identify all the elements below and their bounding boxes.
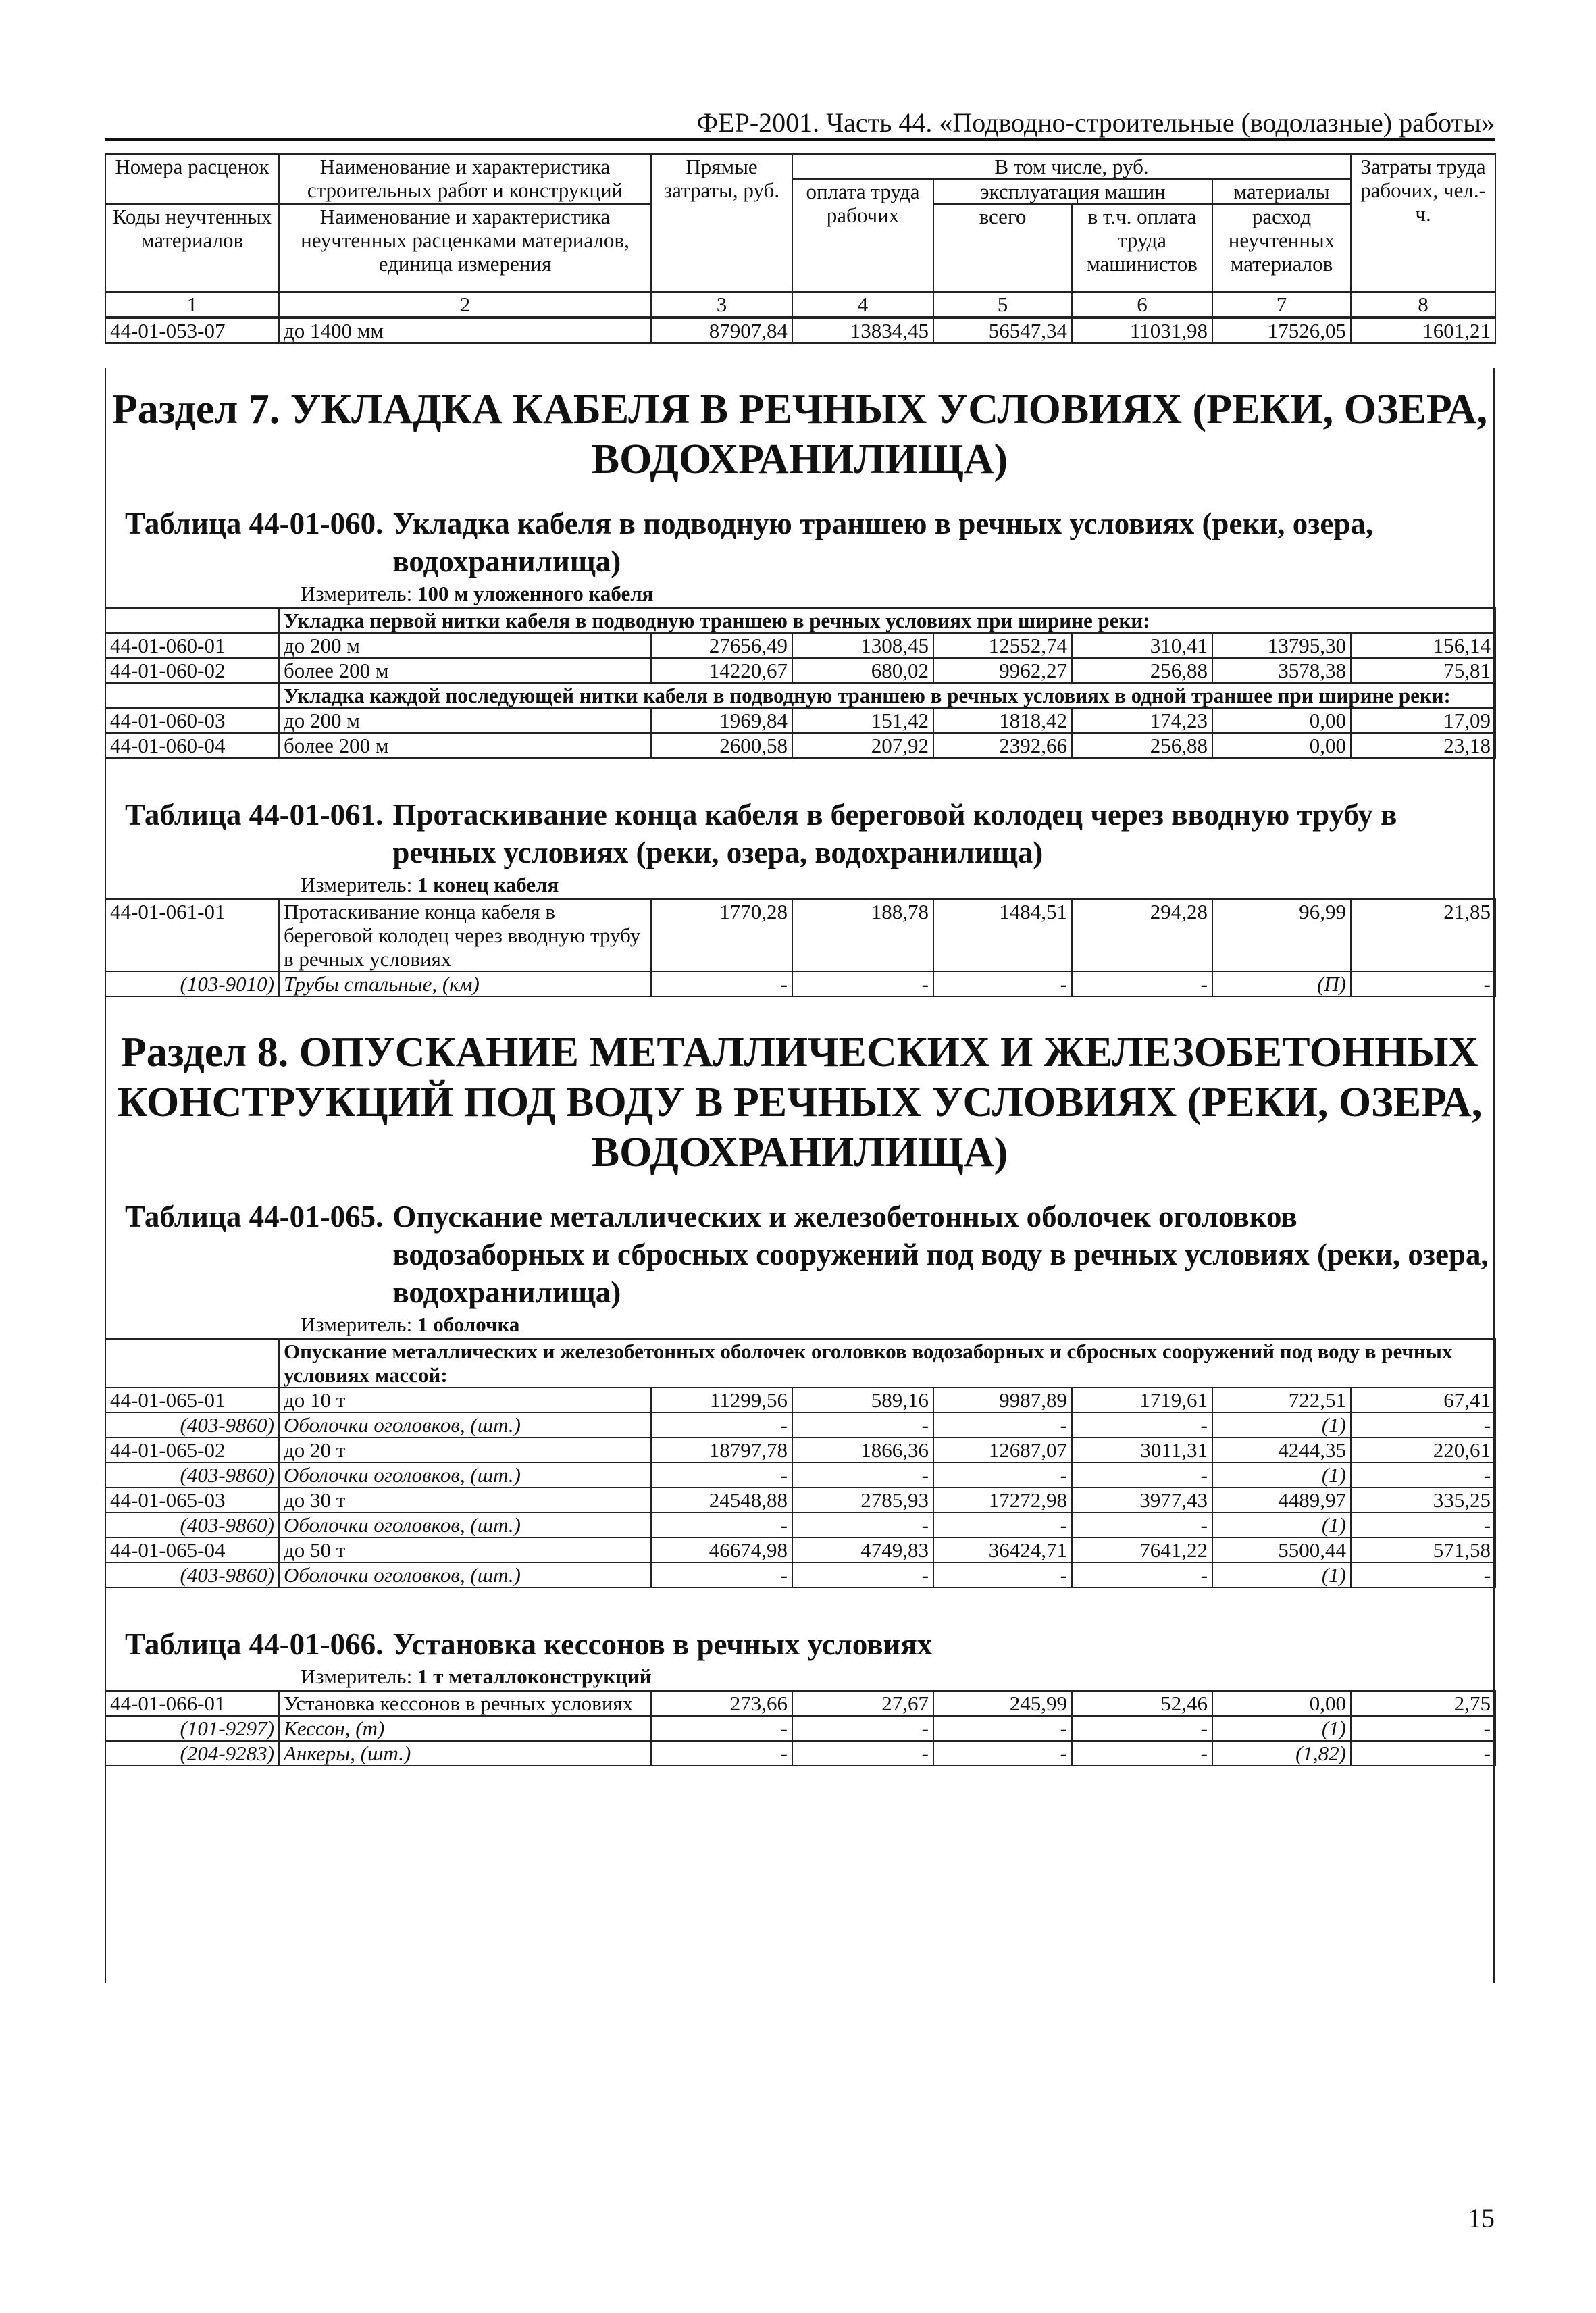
table-row: 44-01-060-04 более 200 м 2600,58 207,92 2392,66 256,88 0,00 23,18	[105, 733, 1495, 758]
table-066	[105, 1690, 1496, 1766]
material-row: (101-9297) Кессон, (т) - - - - (1) -	[105, 1716, 1495, 1741]
col-number: 7	[1212, 292, 1351, 317]
group-row: Укладка первой нитки кабеля в подводную траншею в речных условиях при ширине реки:	[105, 608, 1495, 633]
col-number: 4	[792, 292, 933, 317]
table-061	[105, 898, 1496, 997]
col-header-name: Наименование и характеристика строительных работ и конструкций	[279, 154, 651, 204]
table-060-title: Таблица 44-01-060. Укладка кабеля в подводную траншею в речных условиях (реки, озера, водохранилища)	[125, 507, 1374, 578]
table-065-title: Таблица 44-01-065. Опускание металлических и железобетонных оболочек оголовков водозаборных и сбросных сооружений под воду в речных условиях (реки, озера, водохранилища)	[125, 1200, 1489, 1309]
col-header-material-names: Наименование и характеристика неучтенных расценками материалов, единица измерения	[279, 204, 651, 292]
material-row: (403-9860) Оболочки оголовков, (шт.) - - - - (1) -	[105, 1513, 1495, 1537]
col-header-including: В том числе, руб.	[792, 154, 1351, 179]
col-number: 1	[105, 292, 279, 317]
section-8-title: Раздел 8. ОПУСКАНИЕ МЕТАЛЛИЧЕСКИХ И ЖЕЛЕЗОБЕТОННЫХ КОНСТРУКЦИЙ ПОД ВОДУ В РЕЧНЫХ УСЛОВИЯХ (РЕКИ, ОЗЕРА, ВОДОХРАНИЛИЩА)	[117, 1030, 1483, 1175]
continued-table	[105, 317, 1496, 344]
table-row: 44-01-065-02 до 20 т 18797,78 1866,36 12687,07 3011,31 4244,35 220,61	[105, 1438, 1495, 1463]
material-row: (403-9860) Оболочки оголовков, (шт.) - - - - (1) -	[105, 1463, 1495, 1488]
col-header-materials: материалы	[1212, 179, 1351, 204]
page-header: ФЕР-2001. Часть 44. «Подводно-строительные (водолазные) работы»	[696, 107, 1495, 138]
group-row: Укладка каждой последующей нитки кабеля в подводную траншею в речных условиях в одной траншее при ширине реки:	[105, 683, 1495, 708]
document-body	[105, 153, 1495, 1766]
table-060-meter: Измеритель: 100 м уложенного кабеля	[301, 582, 654, 605]
col-header-machines: эксплуатация машин	[933, 179, 1212, 204]
header-rule	[105, 138, 1495, 141]
col-number: 6	[1072, 292, 1212, 317]
table-row: 44-01-060-03 до 200 м 1969,84 151,42 1818,42 174,23 0,00 17,09	[105, 708, 1495, 733]
col-header-machines-total: всего	[933, 204, 1072, 292]
col-number: 3	[651, 292, 792, 317]
section-7-title: Раздел 7. УКЛАДКА КАБЕЛЯ В РЕЧНЫХ УСЛОВИЯХ (РЕКИ, ОЗЕРА, ВОДОХРАНИЛИЩА)	[111, 386, 1488, 482]
col-number: 2	[279, 292, 651, 317]
col-number: 5	[933, 292, 1072, 317]
col-header-labor-hours: Затраты труда рабочих, чел.-ч.	[1351, 154, 1495, 292]
table-row: 44-01-060-02 более 200 м 14220,67 680,02 9962,27 256,88 3578,38 75,81	[105, 658, 1495, 683]
material-row: (403-9860) Оболочки оголовков, (шт.) - - - - (1) -	[105, 1562, 1495, 1587]
header-table	[105, 153, 1496, 317]
material-row: (204-9283) Анкеры, (шт.) - - - - (1,82) -	[105, 1741, 1495, 1766]
table-row: 44-01-053-07 до 1400 мм 87907,84 13834,45 56547,34 11031,98 17526,05 1601,21	[105, 318, 1495, 343]
table-066-title: Таблица 44-01-066. Установка кессонов в речных условиях	[125, 1627, 933, 1661]
table-065-meter: Измеритель: 1 оболочка	[301, 1313, 520, 1336]
table-row: 44-01-061-01 Протаскивание конца кабеля в береговой колодец через вводную трубу в речных условиях 1770,28 188,78 1484,51 294,28 96,99 21,85	[105, 899, 1495, 971]
table-row: 44-01-065-01 до 10 т 11299,56 589,16 9987,89 1719,61 722,51 67,41	[105, 1388, 1495, 1413]
table-066-meter: Измеритель: 1 т металлоконструкций	[301, 1664, 652, 1688]
group-row: Опускание металлических и железобетонных оболочек оголовков водозаборных и сбросных сооружений под воду в речных условиях массой:	[105, 1339, 1495, 1388]
material-row: (403-9860) Оболочки оголовков, (шт.) - - - - (1) -	[105, 1413, 1495, 1438]
table-row: 44-01-065-03 до 30 т 24548,88 2785,93 17272,98 3977,43 4489,97 335,25	[105, 1488, 1495, 1513]
table-065	[105, 1338, 1496, 1588]
material-row: (103-9010) Трубы стальные, (км) - - - - (П) -	[105, 971, 1495, 996]
table-row: 44-01-060-01 до 200 м 27656,49 1308,45 12552,74 310,41 13795,30 156,14	[105, 633, 1495, 658]
col-header-codes: Номера расценок	[105, 154, 279, 204]
table-060	[105, 607, 1496, 759]
col-header-worker-pay: оплата труда рабочих	[792, 179, 933, 292]
col-header-machinist-pay: в т.ч. оплата труда машинистов	[1072, 204, 1212, 292]
table-061-meter: Измеритель: 1 конец кабеля	[301, 873, 559, 896]
col-number: 8	[1351, 292, 1495, 317]
table-row: 44-01-065-04 до 50 т 46674,98 4749,83 36424,71 7641,22 5500,44 571,58	[105, 1537, 1495, 1562]
col-header-material-codes: Коды неучтенных материалов	[105, 204, 279, 292]
col-header-unaccounted-materials: расход неучтенных материалов	[1212, 204, 1351, 292]
col-header-direct-costs: Прямые затраты, руб.	[651, 154, 792, 292]
table-061-title: Таблица 44-01-061. Протаскивание конца кабеля в береговой колодец через вводную трубу в речных условиях (реки, озера, водохранилища)	[125, 798, 1397, 869]
page-number: 15	[1468, 2203, 1495, 2233]
table-row: 44-01-066-01 Установка кессонов в речных условиях 273,66 27,67 245,99 52,46 0,00 2,75	[105, 1691, 1495, 1716]
